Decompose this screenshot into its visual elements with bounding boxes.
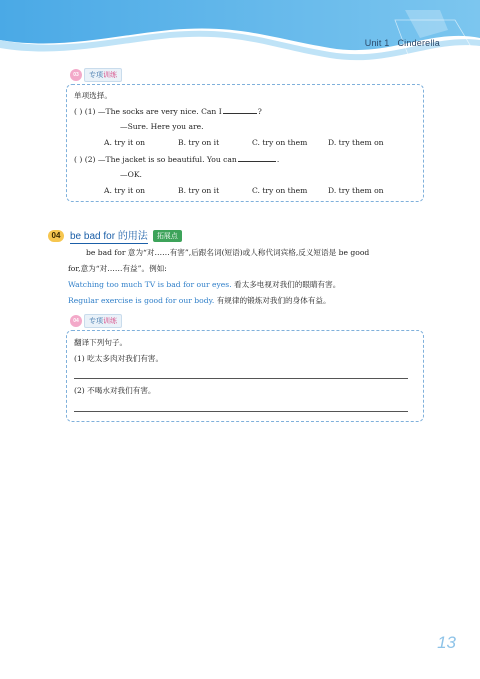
practice-tag-03 [70,68,122,82]
tag-number: 03 [70,69,82,81]
tag-label: 专项训练 [84,68,122,82]
q2-option-b: B. try on it [178,186,220,195]
unit-title [357,38,440,48]
explanation-line-1: be bad for 意为“对……有害”,后跟名词(短语)或人称代词宾格,反义短语是 be good [86,248,370,257]
example-1 [68,281,340,289]
example-1-en: Watching too much TV is bad for our eyes. [68,280,232,289]
tag-number: 04 [70,315,82,327]
example-2-en: Regular exercise is good for our body. [68,296,215,305]
q2-option-c: C. try on them [252,186,308,195]
question-2-reply: —OK. [120,170,142,179]
page-number: 13 [437,633,456,652]
unit-number: Unit 1 [364,38,390,48]
extension-tag: 拓展点 [153,230,182,242]
section-04-heading [48,227,182,244]
answer-line-2[interactable] [74,411,408,412]
instruction-translate: 翻译下列句子。 [74,338,128,347]
answer-line-1[interactable] [74,378,408,379]
practice-tag-04 [70,314,122,328]
answer-blank [223,107,257,114]
question-2: ( ) (2) —The jacket is so beautiful. You can . [74,155,280,164]
explanation-line-2: for,意为“对……有益”。例如: [68,264,167,273]
example-2-zh: 有规律的锻炼对我们的身体有益。 [216,296,331,305]
instruction-mcq: 单项选择。 [74,91,112,100]
translate-item-1: (1) 吃太多肉对我们有害。 [74,354,164,363]
header-wave-banner [0,0,480,70]
question-1: ( ) (1) —The socks are very nice. Can I ? [74,107,262,116]
answer-blank [238,155,276,162]
q1-option-c: C. try on them [252,138,308,147]
q1-option-a: A. try it on [104,138,146,147]
section-badge: 04 [48,230,64,242]
translate-item-2: (2) 不喝水对我们有害。 [74,386,156,395]
question-1-reply: —Sure. Here you are. [120,122,204,131]
q1-option-d: D. try them on [328,138,384,147]
q2-option-d: D. try them on [328,186,384,195]
lesson-name: Cinderella [397,38,440,48]
tag-label: 专项训练 [84,314,122,328]
example-1-zh: 看太多电视对我们的眼睛有害。 [234,280,341,289]
example-2 [68,297,331,305]
q1-option-b: B. try on it [178,138,220,147]
section-title: be bad for 的用法 [70,227,148,244]
q2-option-a: A. try it on [104,186,146,195]
